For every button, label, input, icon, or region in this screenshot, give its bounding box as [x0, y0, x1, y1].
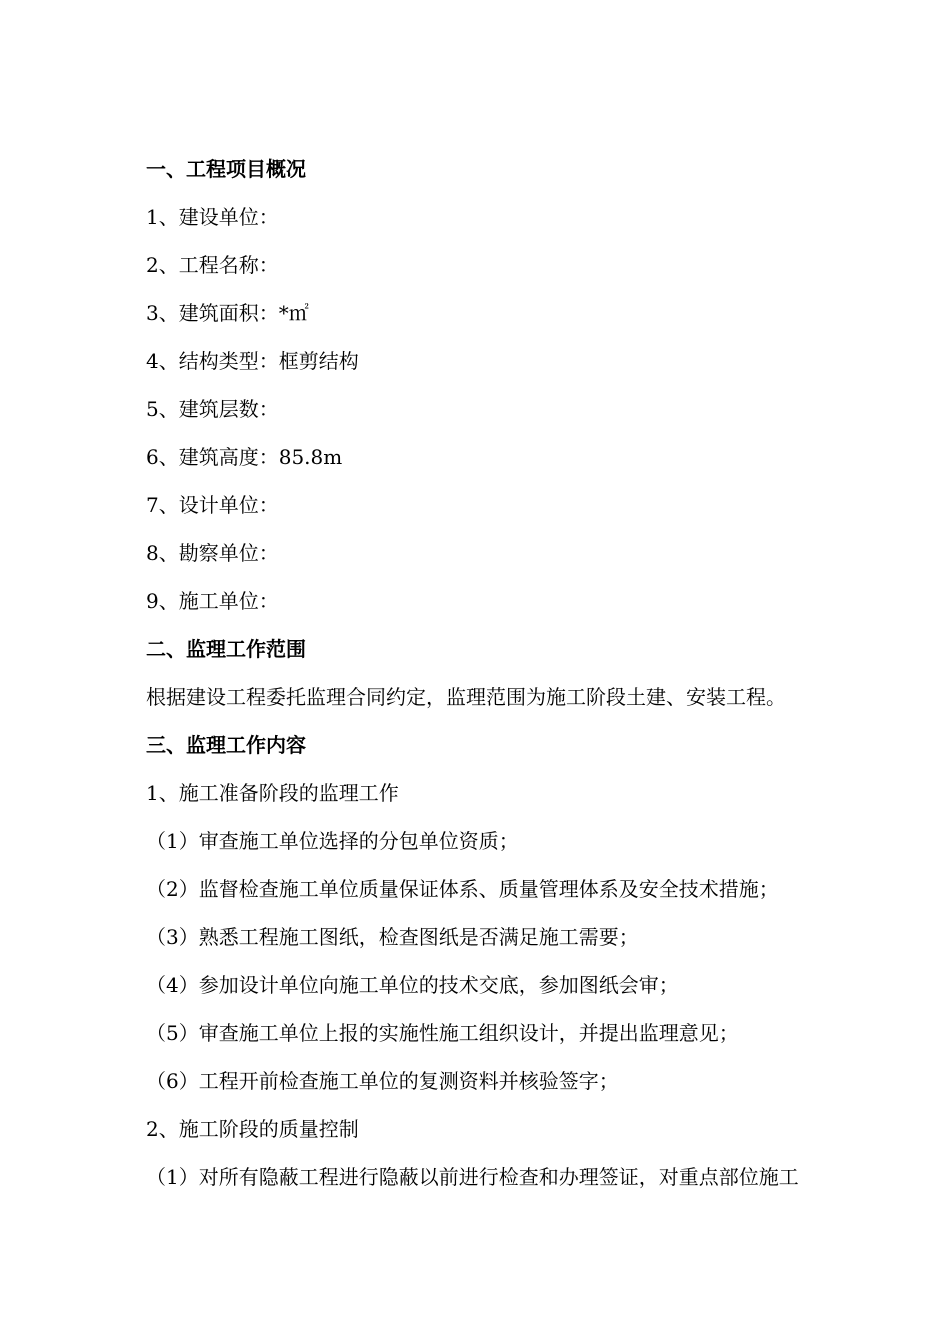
item-construction-unit: 1、建设单位：	[146, 205, 279, 229]
item-floors: 5、建筑层数：	[146, 397, 279, 421]
list-item: （4）参加设计单位向施工单位的技术交底，参加图纸会审；	[146, 973, 679, 997]
list-item: （2）监督检查施工单位质量保证体系、质量管理体系及安全技术措施；	[146, 877, 779, 901]
section-1-heading: 一、工程项目概况	[146, 157, 306, 181]
item-contractor: 9、施工单位：	[146, 589, 279, 613]
item-survey-unit: 8、勘察单位：	[146, 541, 279, 565]
item-building-height: 6、建筑高度：85.8m	[146, 445, 343, 469]
subsection-3-1-title: 1、施工准备阶段的监理工作	[146, 781, 399, 805]
item-project-name: 2、工程名称：	[146, 253, 279, 277]
list-item: （6）工程开前检查施工单位的复测资料并核验签字；	[146, 1069, 619, 1093]
item-building-area: 3、建筑面积：*㎡	[146, 301, 309, 325]
list-item: （1）对所有隐蔽工程进行隐蔽以前进行检查和办理签证，对重点部位施工	[146, 1165, 799, 1189]
list-item: （1）审查施工单位选择的分包单位资质；	[146, 829, 519, 853]
item-structure-type: 4、结构类型：框剪结构	[146, 349, 359, 373]
section-3-heading: 三、监理工作内容	[146, 733, 306, 757]
section-2-paragraph: 根据建设工程委托监理合同约定，监理范围为施工阶段土建、安装工程。	[146, 685, 786, 709]
list-item: （5）审查施工单位上报的实施性施工组织设计，并提出监理意见；	[146, 1021, 739, 1045]
item-design-unit: 7、设计单位：	[146, 493, 279, 517]
subsection-3-2-title: 2、施工阶段的质量控制	[146, 1117, 359, 1141]
list-item: （3）熟悉工程施工图纸，检查图纸是否满足施工需要；	[146, 925, 639, 949]
section-2-heading: 二、监理工作范围	[146, 637, 306, 661]
